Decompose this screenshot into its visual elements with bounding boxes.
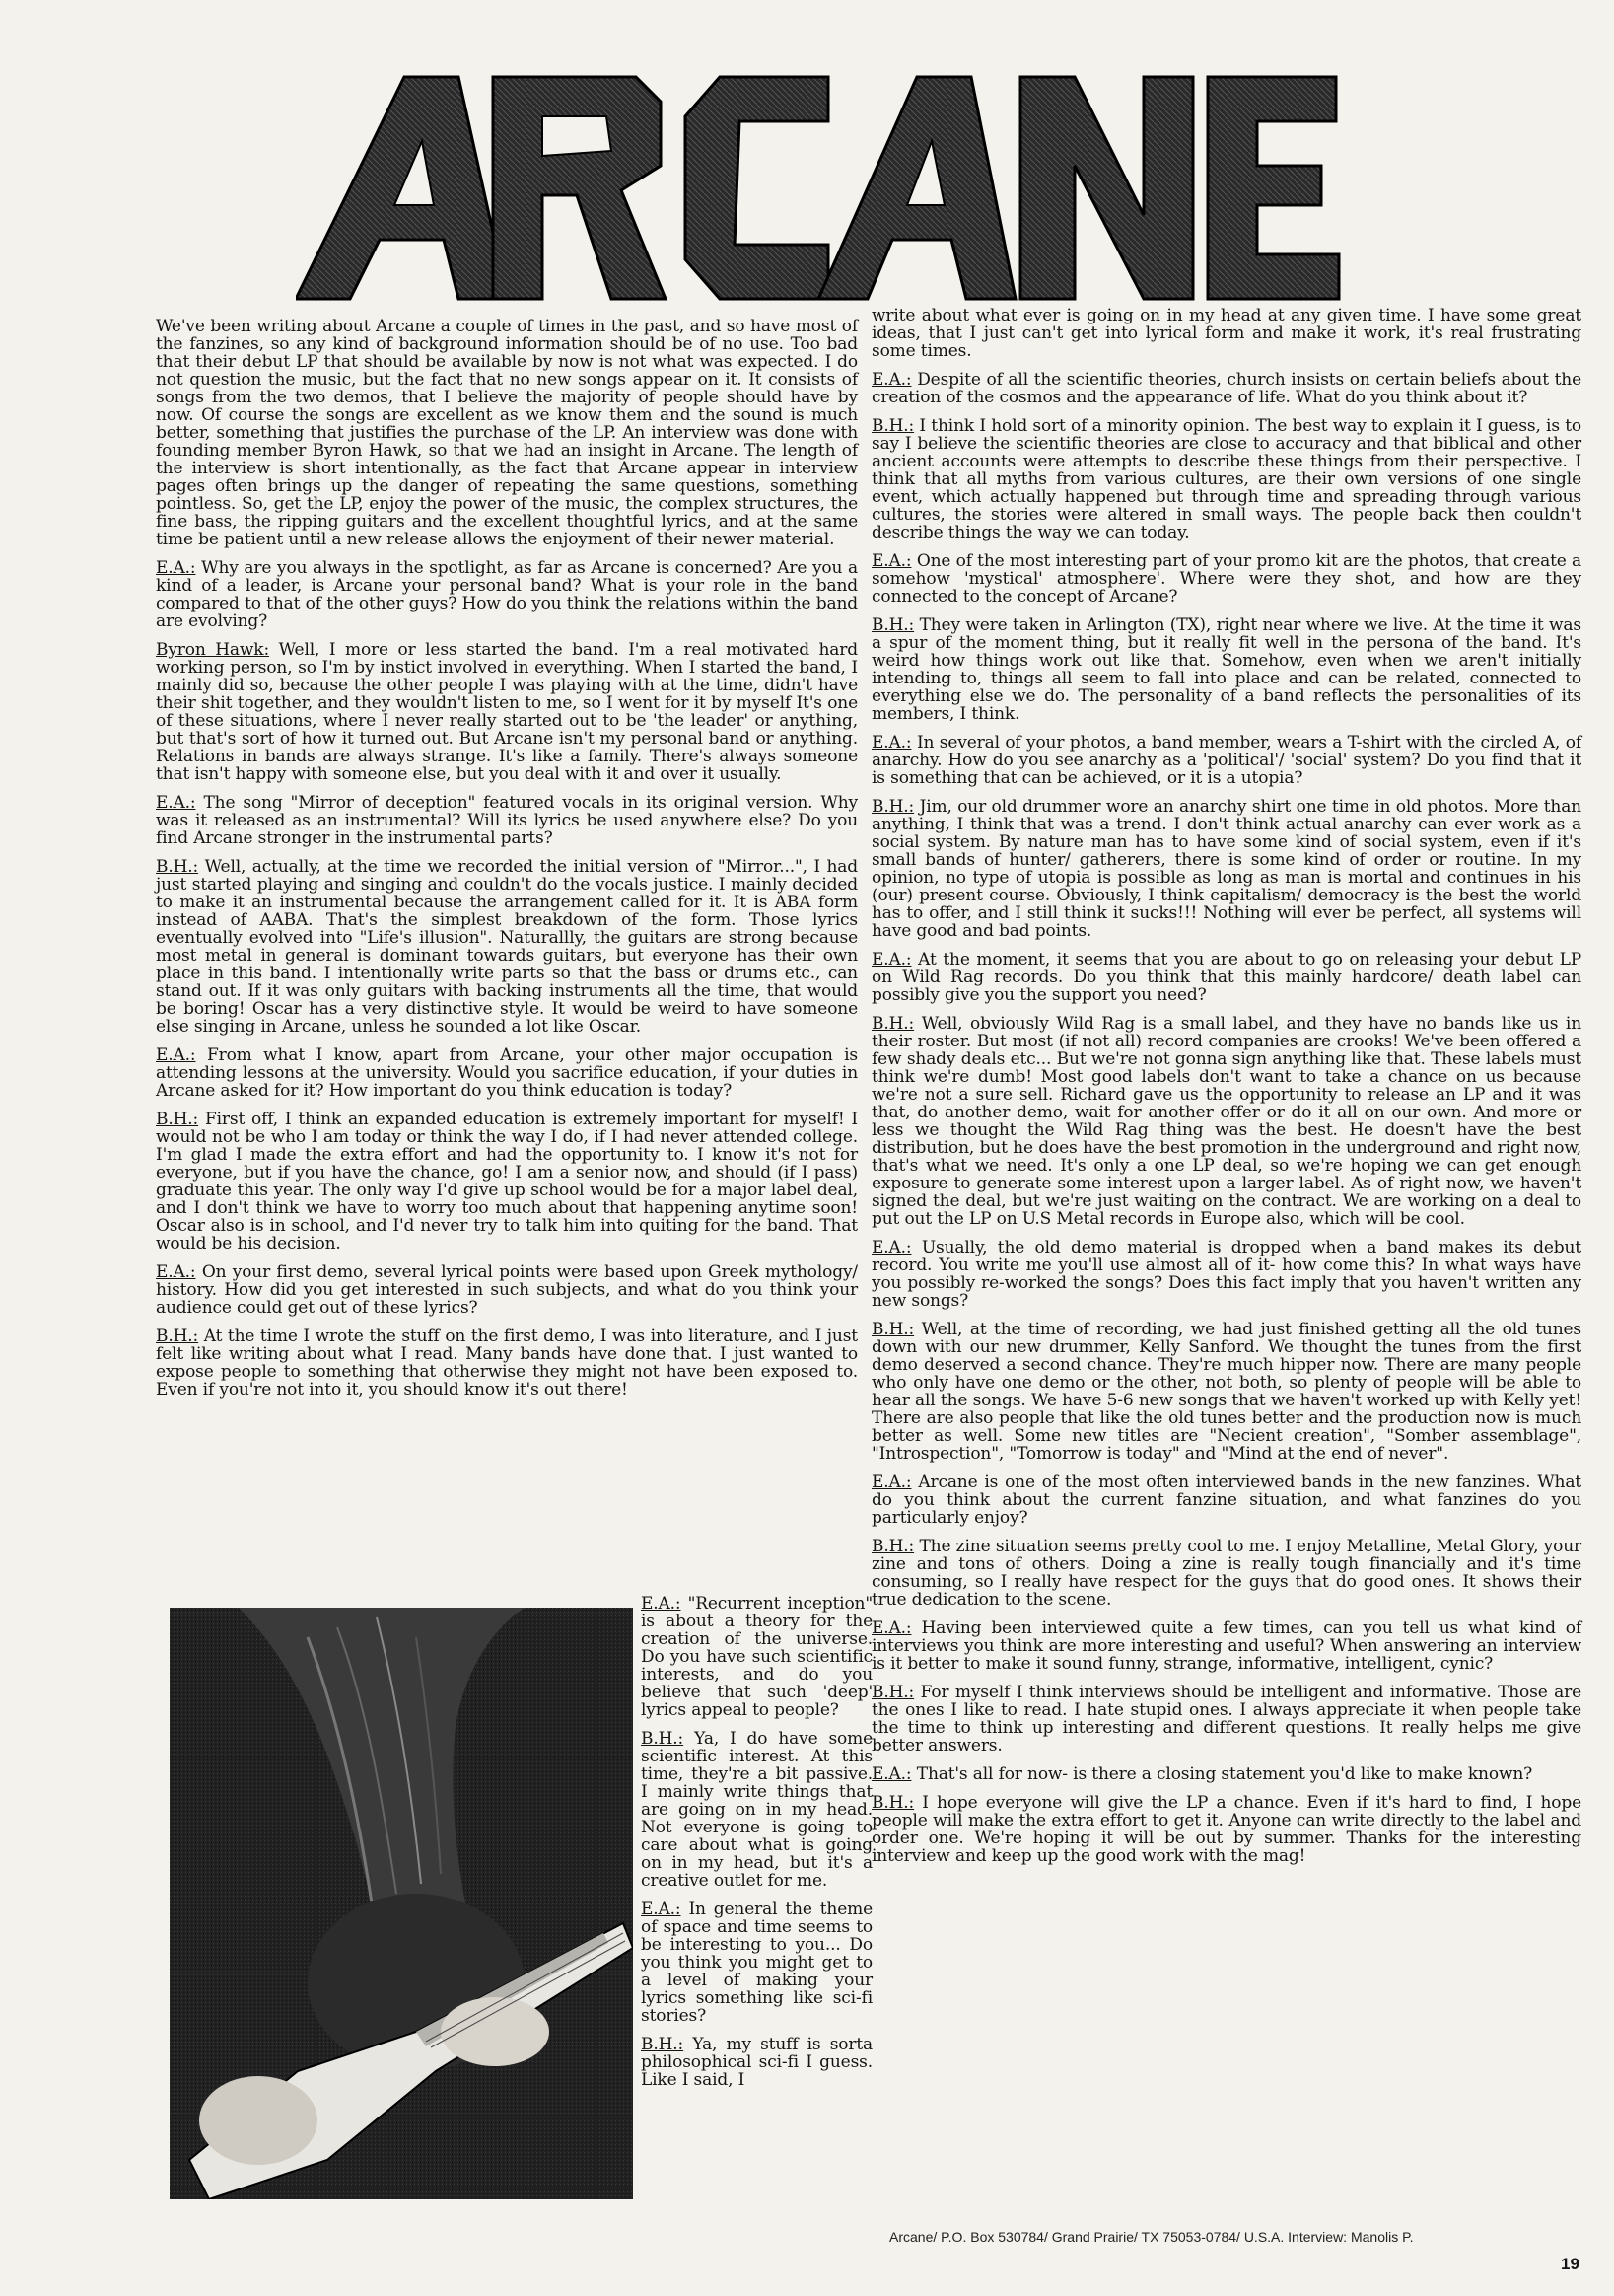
speaker-label: E.A.: (156, 1262, 196, 1282)
speaker-label: E.A.: (872, 1764, 912, 1784)
page-number: 19 (1561, 2255, 1579, 2273)
left-paragraph (156, 794, 858, 847)
paragraph-text: Well, obviously Wild Rag is a small label, and they have no bands like us in their roster. But most (if not all) record companies are crooks! We've been offered a few shady deals etc... But we're not gonna sign anything like that. These labels must think we're dumb! Most good labels don't want to take a chance on us because we're not a sure sell. Richard gave us the opportunity to release an LP and it was that, do another demo, wait for another offer or do it all on our own. And more or less we thought the Wild Rag thing was the best. He doesn't have the best distribution, but he does have the best promotion in the underground and right now, that's what we need. It's only a one LP deal, so we're hoping we can get enough exposure to generate some interest upon a larger label. As of right now, we haven't signed the deal, but we're just waiting on the contract. We are working on a deal to put out the LP on U.S Metal records in Europe also, which will be cool. (872, 1014, 1581, 1229)
paragraph-text: Well, at the time of recording, we had just finished getting all the old tunes down with our new drummer, Kelly Sanford. We thought the tunes from the first demo deserved a second chance. They're much hipper now. There are many people who only have one demo or the other, not both, so plenty of people will be able to hear all the songs. We have 5-6 new songs that we haven't worked up with Kelly yet! There are also people that like the old tunes better and the production now is much better as well. Some new titles are "Necient creation", "Somber assemblage", "Introspection", "Tomorrow is today" and "Mind at the end of never". (872, 1320, 1581, 1464)
speaker-label: E.A.: (641, 1900, 681, 1919)
right-paragraph (872, 417, 1581, 541)
right-paragraph (872, 1015, 1581, 1228)
left-paragraph (156, 858, 858, 1036)
speaker-label: B.H.: (872, 1014, 915, 1034)
paragraph-text: One of the most interesting part of your promo kit are the photos, that create a somehow 'mystical' atmosphere'. Where were they shot, and how are they connected to the concept of Arcane? (872, 551, 1581, 607)
band-member-photo (170, 1608, 633, 2199)
right-paragraph (872, 1794, 1581, 1865)
paragraph-text: Usually, the old demo material is dropped when a band makes its debut record. You write me you'll use almost all of it- how come this? In what ways have you possibly re-worked the songs? Does this fact imply that you haven't written any new songs? (872, 1238, 1581, 1311)
left-paragraph (156, 1046, 858, 1100)
paragraph-text: Arcane is one of the most often interviewed bands in the new fanzines. What do you think about the current fanzine situation, and what fanzines do you particularly enjoy? (872, 1472, 1581, 1528)
paragraph-text: The zine situation seems pretty cool to me. I enjoy Metalline, Metal Glory, your zine and tons of others. Doing a zine is really tough financially and it's time consuming, so I really have respect for the guys that do good ones. It shows their true dedication to the scene. (872, 1537, 1581, 1610)
speaker-label: E.A.: (872, 733, 912, 753)
speaker-label: B.H.: (872, 1683, 915, 1702)
right-paragraph (872, 616, 1581, 723)
paragraph-text: Why are you always in the spotlight, as far as Arcane is concerned? Are you a kind of a leader, is Arcane your personal band? What is your role in the band compared to that of the other guys? How do you think the relations within the band are evolving? (156, 558, 858, 631)
right-paragraph (872, 1619, 1581, 1673)
inset-paragraph (641, 1595, 873, 1719)
paragraph-text: Ya, my stuff is sorta philosophical sci-fi I guess. Like I said, I (641, 2035, 873, 2090)
right-paragraph (872, 734, 1581, 787)
speaker-label: B.H.: (156, 1110, 199, 1129)
contact-address: Arcane/ P.O. Box 530784/ Grand Prairie/ TX 75053-0784/ U.S.A. Interview: Manolis P. (889, 2229, 1414, 2245)
paragraph-text: For myself I think interviews should be intelligent and informative. Those are the ones I like to read. I hate stupid ones. I always appreciate it when people take the time to think up interesting and different questions. It really helps me give better answers. (872, 1683, 1581, 1756)
paragraph-text: Jim, our old drummer wore an anarchy shirt one time in old photos. More than anything, I think that was a trend. I don't think actual anarchy can ever work as a social system. By nature man has to have some kind of social system, even if it's small bands of hunter/ gatherers, there is some kind of order or routine. In my opinion, no type of utopia is possible as long as man is mortal and continues in his (our) present course. Obviously, I think capitalism/ democracy is the best the world has to offer, and I still think it sucks!!! Nothing will ever be perfect, all systems will have good and bad points. (872, 797, 1581, 941)
left-paragraph (156, 641, 858, 783)
right-paragraph (872, 1321, 1581, 1463)
left-paragraph (156, 1263, 858, 1317)
speaker-label: E.A.: (872, 1618, 912, 1638)
paragraph-text: At the time I wrote the stuff on the first demo, I was into literature, and I just felt like writing about what I read. Many bands have done that. I just wanted to expose people to something that otherwise they might not have been exposed to. Even if you're not into it, you should know it's out there! (156, 1327, 858, 1399)
speaker-label: B.H.: (872, 1537, 915, 1556)
speaker-label: B.H.: (872, 1793, 915, 1813)
right-paragraph (872, 307, 1581, 360)
speaker-label: B.H.: (156, 857, 199, 877)
speaker-label: B.H.: (641, 2035, 684, 2054)
speaker-label: E.A.: (641, 1594, 681, 1614)
speaker-label: B.H.: (872, 1320, 915, 1339)
speaker-label: B.H.: (641, 1729, 684, 1749)
speaker-label: B.H.: (872, 797, 915, 817)
speaker-label: E.A.: (156, 558, 196, 578)
paragraph-text: At the moment, it seems that you are about to go on releasing your debut LP on Wild Rag records. Do you think that this mainly hardcore/ death label can possibly give you the support you need? (872, 950, 1581, 1005)
paragraph-text: In general the theme of space and time seems to be interesting to you... Do you think you might get to a level of making your lyrics something like sci-fi stories? (641, 1900, 873, 2026)
left-paragraph (156, 559, 858, 630)
paragraph-text: Having been interviewed quite a few times, can you tell us what kind of interviews you think are more interesting and useful? When answering an interview is it better to make it sound funny, strange, informative, intelligent, cynic? (872, 1618, 1581, 1674)
speaker-label: B.H.: (156, 1327, 199, 1346)
paragraph-text: Ya, I do have some scientific interest. At this time, they're a bit passive. I mainly write things that are going on in my head. Not everyone is going to care about what is going on in my head, but it's a creative outlet for me. (641, 1729, 873, 1891)
paragraph-text: They were taken in Arlington (TX), right near where we live. At the time it was a spur of the moment thing, but it really fit well in the persona of the band. It's weird how things work out like that. Somehow, even when we aren't initially intending to, things all seem to fall into place and can be related, connected to everything else we do. The personality of a band reflects the personalities of its members, I think. (872, 615, 1581, 724)
speaker-label: B.H.: (872, 615, 915, 635)
paragraph-text: I think I hold sort of a minority opinion. The best way to explain it I guess, is to say I believe the scientific theories are close to accuracy and that biblical and other ancient accounts were attempts to describe these things from their perspective. I think that all myths from various cultures, are their own versions of one single event, which actually happened but through time and spreading through various cultures, the stories were altered in small ways. The people back then couldn't describe things the way we can today. (872, 416, 1581, 542)
left-column (156, 318, 858, 1409)
inset-paragraph (641, 2036, 873, 2089)
right-paragraph (872, 1239, 1581, 1310)
paragraph-text: "Recurrent inception" is about a theory for the creation of the universe. Do you have such scientific interests, and do you believe that such 'deep' lyrics appeal to people? (641, 1594, 873, 1720)
paragraph-text: Despite of all the scientific theories, church insists on certain beliefs about the creation of the cosmos and the appearance of life. What do you think about it? (872, 370, 1581, 407)
right-column (872, 307, 1581, 1876)
right-paragraph (872, 552, 1581, 606)
right-paragraph (872, 951, 1581, 1004)
right-paragraph (872, 371, 1581, 406)
paragraph-text: In several of your photos, a band member, wears a T-shirt with the circled A, of anarchy. How do you see anarchy as a 'political'/ 'social' system? Do you find that it is something that can be achieved, or it is a utopia? (872, 733, 1581, 788)
left-paragraph (156, 318, 858, 548)
left-paragraph (156, 1111, 858, 1253)
right-paragraph (872, 798, 1581, 940)
speaker-label: Byron Hawk: (156, 640, 270, 660)
paragraph-text: First off, I think an expanded education is extremely important for myself! I would not be who I am today or think the way I do, if I had never attended college. I'm glad I made the extra effort and had the opportunity to. I know it's not for everyone, but if you have the chance, go! I am a senior now, and should (if I pass) graduate this year. The only way I'd give up school would be for a major label deal, and I don't think we have to worry too much about that happening anytime soon! Oscar also is in school, and I'd never try to talk him into quiting for the band. That would be his decision. (156, 1110, 858, 1254)
speaker-label: E.A.: (156, 1045, 196, 1065)
paragraph-text: write about what ever is going on in my head at any given time. I have some great ideas, that I just can't get into lyrical form and make it work, it's real frustrating some times. (872, 306, 1581, 361)
paragraph-text: The song "Mirror of deception" featured vocals in its original version. Why was it released as an instrumental? Will its lyrics be used anywhere else? Do you find Arcane stronger in the instrumental parts? (156, 793, 858, 848)
speaker-label: E.A.: (872, 1472, 912, 1492)
left-paragraph (156, 1327, 858, 1399)
speaker-label: E.A.: (872, 950, 912, 969)
inset-paragraph (641, 1901, 873, 2025)
paragraph-text: I hope everyone will give the LP a chance. Even if it's hard to find, I hope people will make the extra effort to get it. Anyone can write directly to the label and order one. We're hoping it will be out by summer. Thanks for the interesting interview and keep up the good work with the mag! (872, 1793, 1581, 1866)
inset-paragraph (641, 1730, 873, 1890)
paragraph-text: Well, I more or less started the band. I'm a real motivated hard working person, so I'm by instict involved in everything. When I started the band, I mainly did so, because the other people I was playing with at the time, didn't have their shit together, and they wouldn't listen to me, so I went for it by myself It's one of these situations, where I never really started out to be 'the leader' or anything, but that's sort of how it turned out. But Arcane isn't my personal band or anything. Relations in bands are always strange. It's like a family. There's always someone that isn't happy with someone else, but you deal with it and over it usually. (156, 640, 858, 784)
right-paragraph (872, 1684, 1581, 1755)
right-paragraph (872, 1538, 1581, 1609)
arcane-logo (296, 57, 1341, 304)
paragraph-text: That's all for now- is there a closing statement you'd like to make known? (916, 1764, 1533, 1784)
paragraph-text: From what I know, apart from Arcane, your other major occupation is attending lessons at the university. Would you sacrifice education, if your duties in Arcane asked for it? How important do you think education is today? (156, 1045, 858, 1101)
speaker-label: B.H.: (872, 416, 915, 436)
paragraph-text: Well, actually, at the time we recorded the initial version of "Mirror...", I had just started playing and singing and couldn't do the vocals justice. I mainly decided to make it an instrumental because the arrangement called for it. It is ABA form instead of AABA. That's the simplest breakdown of the form. Those lyrics eventually evolved into "Life's illusion". Naturallly, the guitars are strong because most metal in general is dominant towards guitars, but everyone has their own place in this band. I intentionally write parts so that the bass or drums etc., can stand out. If it was only guitars with backing instruments all the time, that would be boring! Oscar has a very distinctive style. It would be weird to have someone else singing in Arcane, unless he sounded a lot like Oscar. (156, 857, 858, 1037)
speaker-label: E.A.: (872, 1238, 912, 1257)
right-paragraph (872, 1473, 1581, 1527)
speaker-label: E.A.: (872, 551, 912, 571)
inset-column (641, 1595, 873, 2100)
speaker-label: E.A.: (872, 370, 912, 390)
speaker-label: E.A.: (156, 793, 196, 813)
right-paragraph (872, 1765, 1581, 1783)
paragraph-text: On your first demo, several lyrical points were based upon Greek mythology/ history. How did you get interested in such subjects, and what do you think your audience could get out of these lyrics? (156, 1262, 858, 1318)
paragraph-text: We've been writing about Arcane a couple of times in the past, and so have most of the fanzines, so any kind of background information should be of no use. Too bad that their debut LP that should be available by now is not what was expected. I do not question the music, but the fact that no new songs appear on it. It consists of songs from the two demos, that I believe the majority of people should have by now. Of course the songs are excellent as we know them and the sound is much better, something that justifies the purchase of the LP. An interview was done with founding member Byron Hawk, so that we had an insight in Arcane. The length of the interview is short intentionally, as the fact that Arcane appear in interview pages often brings up the danger of repeating the same questions, something pointless. So, get the LP, enjoy the power of the music, the complex structures, the fine bass, the ripping guitars and the excellent thoughtful lyrics, and at the same time be patient until a new release allows the enjoyment of their newer material. (156, 317, 858, 549)
